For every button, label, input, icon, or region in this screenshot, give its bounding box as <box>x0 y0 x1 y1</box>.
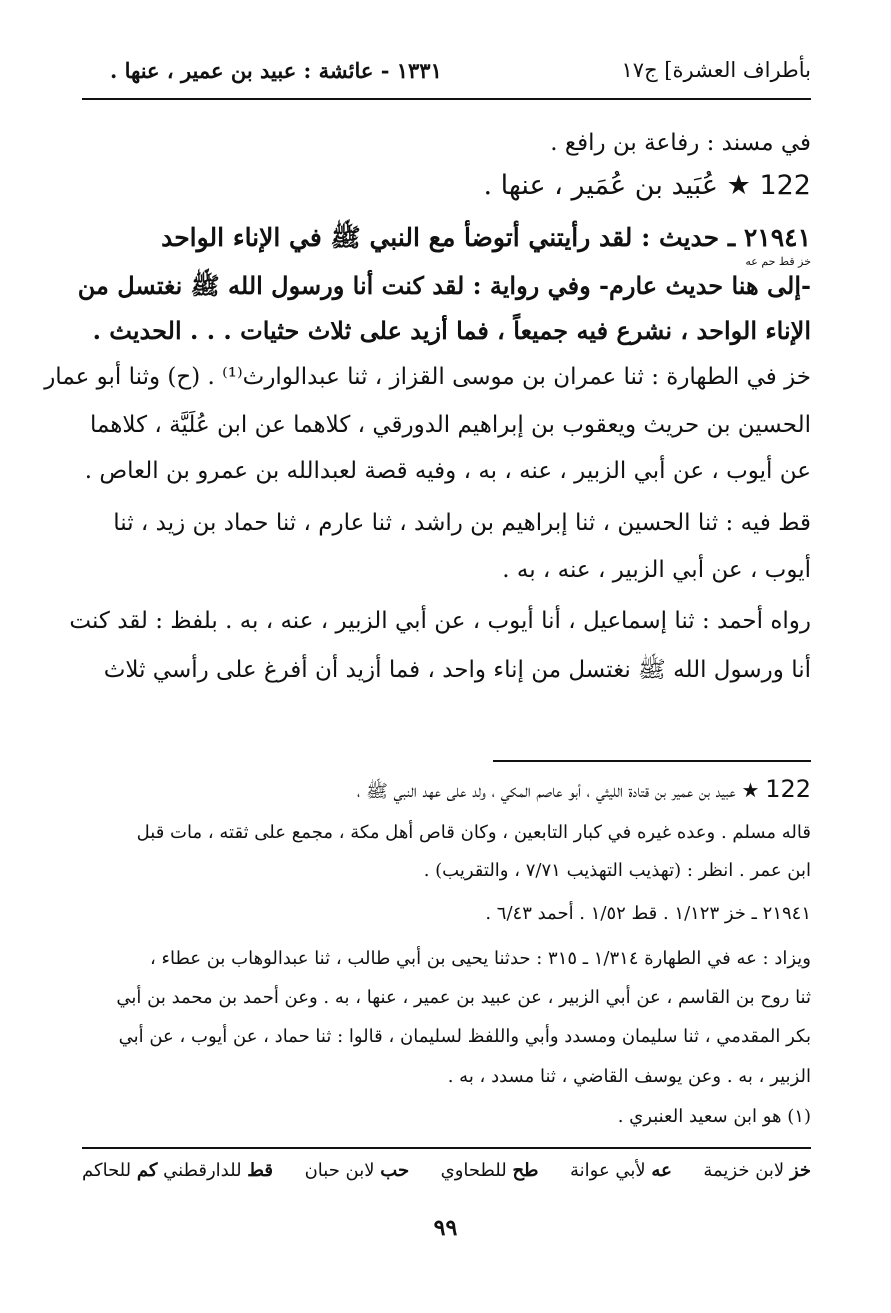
paragraph-line: الحسين بن حريث ويعقوب بن إبراهيم الدورقي ، كلاهما عن ابن عُلَيَّة ، كلاهما <box>89 412 811 438</box>
hadith-line-1: ٢١٩٤١ ـ حديث : لقد رأيتني أتوضأ مع النبي ﷺ في الإناء الواحد <box>161 223 811 252</box>
paragraph-line: رواه أحمد : ثنا إسماعيل ، أنا أيوب ، عن أبي الزبير ، عنه ، به . بلفظ : لقد كنت <box>69 608 811 634</box>
abbreviation-item: خز لابن خزيمة <box>703 1160 811 1181</box>
footnote-rule <box>493 760 811 762</box>
paragraph-line: قط فيه : ثنا الحسين ، ثنا إبراهيم بن راشد ، ثنا عارم ، ثنا حماد بن زيد ، ثنا <box>113 510 811 536</box>
extra-line: بكر المقدمي ، ثنا سليمان ومسدد وأبي واللفظ لسليمان ، قالوا : ثنا حماد ، عن أيوب ، عن أبي <box>118 1026 811 1047</box>
margin-source-marks: خز قط حم عه <box>745 255 811 268</box>
abbreviations-key <box>82 1160 811 1181</box>
hadith-line-2: -إلى هنا حديث عارم- وفي رواية : لقد كنت أنا ورسول الله ﷺ نغتسل من <box>77 271 811 300</box>
abbreviation-item: طح للطحاوي <box>440 1160 539 1181</box>
paragraph-line: أيوب ، عن أبي الزبير ، عنه ، به . <box>502 557 811 583</box>
paragraph-line: عن أيوب ، عن أبي الزبير ، عنه ، به ، وفيه قصة لعبدالله بن عمرو بن العاص . <box>84 458 811 484</box>
abbreviations-rule <box>82 1147 811 1149</box>
running-header-volume: بأطراف العشرة] ج١٧ <box>621 58 811 82</box>
entry-number: 122 <box>759 170 811 201</box>
abbreviation-item: قط للدارقطني كم للحاكم <box>82 1160 273 1181</box>
footnote-1: (١) هو ابن سعيد العنبري . <box>617 1106 811 1127</box>
abbreviation-item: حب لابن حبان <box>304 1160 410 1181</box>
page-number: ٩٩ <box>433 1215 458 1241</box>
biography-line: قاله مسلم . وعده غيره في كبار التابعين ، وكان قاص أهل مكة ، مجمع على ثقته ، مات قبل <box>136 822 811 843</box>
star-icon: ★ <box>741 778 760 802</box>
references-line: ٢١٩٤١ ـ خز ١/١٢٣ . قط ١/٥٢ . أحمد ٦/٤٣ . <box>485 903 811 924</box>
entry-title: عُبَيد بن عُمَير ، عنها . <box>483 170 719 201</box>
musnad-line: في مسند : رفاعة بن رافع . <box>550 130 811 156</box>
biography-text: عبيد بن عمير بن قتادة الليثي ، أبو عاصم المكي ، ولد على عهد النبي ﷺ ، <box>356 781 736 802</box>
extra-line: ثنا روح بن القاسم ، عن أبي الزبير ، عن عبيد بن عمير ، عنها ، به . وعن أحمد بن محمد بن أبي <box>116 987 811 1008</box>
running-header-section: ١٣٣١ - عائشة : عبيد بن عمير ، عنها . <box>110 58 442 83</box>
abbreviation-item: عه لأبي عوانة <box>569 1160 672 1181</box>
header-rule <box>82 98 811 100</box>
biography-number: 122 <box>765 775 811 803</box>
extra-line: ويزاد : عه في الطهارة ١/٣١٤ ـ ٣١٥ : حدثنا يحيى بن أبي طالب ، ثنا عبدالوهاب بن عطاء ، <box>150 948 811 969</box>
paragraph-line: أنا ورسول الله ﷺ نغتسل من إناء واحد ، فما أزيد أن أفرغ على رأسي ثلاث <box>103 657 811 683</box>
biography-line: ابن عمر . انظر : (تهذيب التهذيب ٧/٧١ ، والتقريب) . <box>423 860 811 881</box>
biography-line <box>82 775 811 806</box>
star-icon: ★ <box>726 170 751 201</box>
entry-heading <box>82 170 811 201</box>
paragraph-line: خز في الطهارة : ثنا عمران بن موسى القزاز ، ثنا عبدالوارث⁽¹⁾ . (ح) وثنا أبو عمار <box>44 364 811 390</box>
extra-line: الزبير ، به . وعن يوسف القاضي ، ثنا مسدد ، به . <box>447 1066 811 1087</box>
hadith-line-3: الإناء الواحد ، نشرع فيه جميعاً ، فما أزيد على ثلاث حثيات . . . الحديث . <box>92 316 811 345</box>
